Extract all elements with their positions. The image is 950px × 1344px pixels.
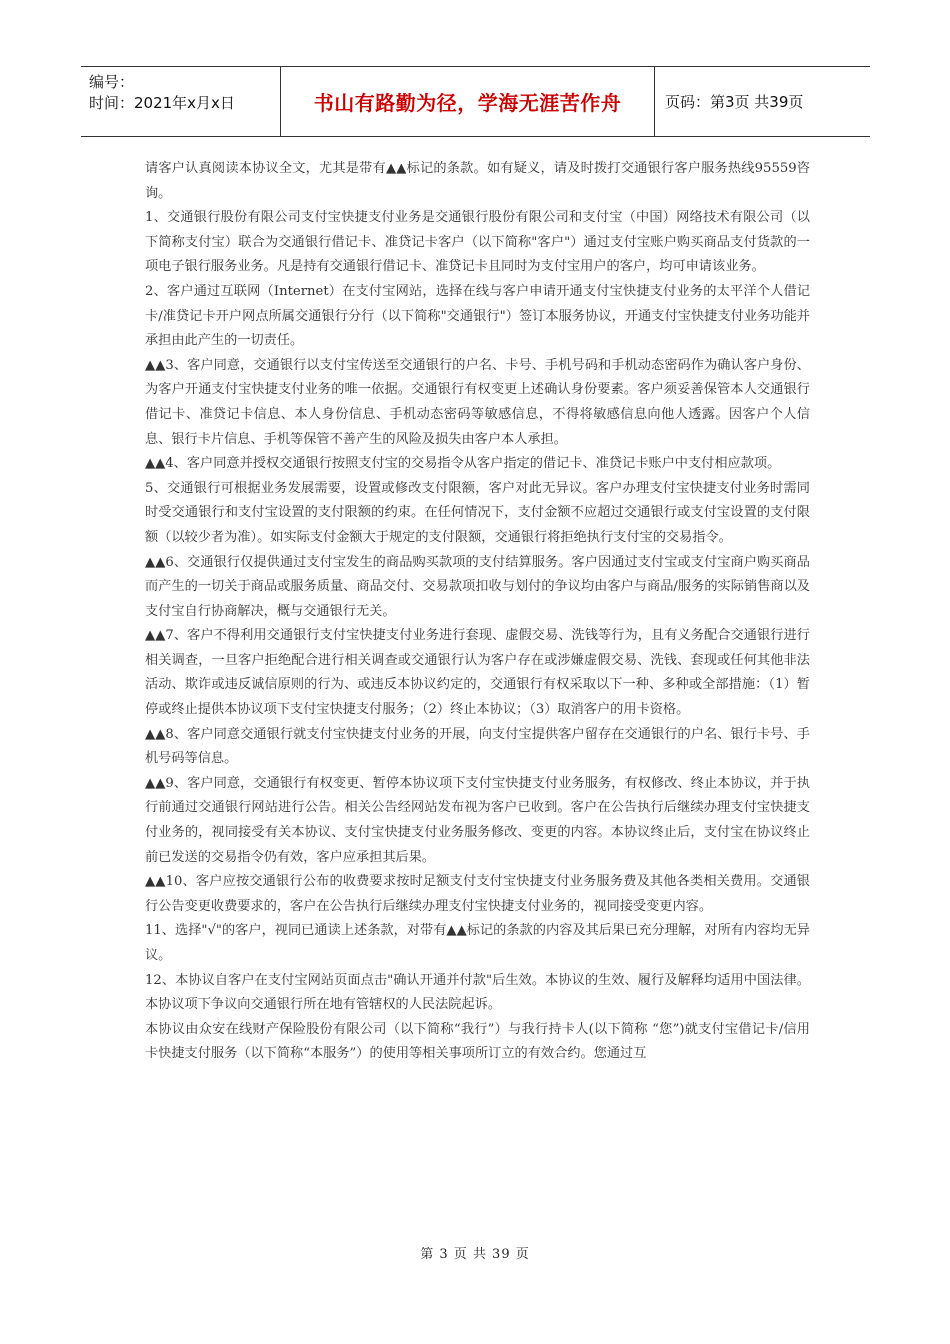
header-motto: 书山有路勤为径，学海无涯苦作舟 — [281, 67, 655, 136]
clause-5: 5、交通银行可根据业务发展需要，设置或修改支付限额，客户对此无异议。客户办理支付宝快捷支付业务时需同时受交通银行和支付宝设置的支付限额的约束。在任何情况下，支付金额不应超过交通银行或支付宝设置的支付限额（以较少者为准）。如实际支付金额大于规定的支付限额，交通银行将拒绝执行支付宝的交易指令。 — [145, 480, 810, 545]
intro-paragraph: 请客户认真阅读本协议全文，尤其是带有▲▲标记的条款。如有疑义，请及时拨打交通银行客户服务热线95559咨询。 — [145, 161, 810, 201]
clause-3: ▲▲3、客户同意，交通银行以支付宝传送至交通银行的户名、卡号、手机号码和手机动态密码作为确认客户身份、为客户开通支付宝快捷支付业务的唯一依据。交通银行有权变更上述确认身份要素。客户须妥善保管本人交通银行借记卡、准贷记卡信息、本人身份信息、手机动态密码等敏感信息，不得将敏感信息向他人透露。因客户个人信息、银行卡片信息、手机等保管不善产生的风险及损失由客户本人承担。 — [145, 357, 810, 447]
clause-7: ▲▲7、客户不得利用交通银行支付宝快捷支付业务进行套现、虚假交易、洗钱等行为，且有义务配合交通银行进行相关调查，一旦客户拒绝配合进行相关调查或交通银行认为客户存在或涉嫌虚假交易、洗钱、套现或任何其他非法活动、欺诈或违反诚信原则的行为、或违反本协议约定的，交通银行有权采取以下一种、多种或全部措施：（1）暂停或终止提供本协议项下支付宝快捷支付服务；（2）终止本协议；（3）取消客户的用卡资格。 — [145, 628, 810, 718]
clause-8: ▲▲8、客户同意交通银行就支付宝快捷支付业务的开展，向支付宝提供客户留存在交通银行的户名、银行卡号、手机号码等信息。 — [145, 726, 810, 767]
clause-1: 1、交通银行股份有限公司支付宝快捷支付业务是交通银行股份有限公司和支付宝（中国）网络技术有限公司（以下简称支付宝）联合为交通银行借记卡、准贷记卡客户（以下简称"客户"）通过支付宝账户购买商品支付货款的一项电子银行服务业务。凡是持有交通银行借记卡、准贷记卡且同时为支付宝用户的客户，均可申请该业务。 — [145, 210, 810, 275]
header-page-code: 页码：第3页 共39页 — [665, 93, 804, 111]
clause-11: 11、选择"√"的客户，视同已通读上述条款，对带有▲▲标记的条款的内容及其后果已充分理解，对所有内容均无异议。 — [145, 923, 810, 963]
clause-12: 12、本协议自客户在支付宝网站页面点击"确认开通并付款"后生效。本协议的生效、履行及解释均适用中国法律。本协议项下争议向交通银行所在地有管辖权的人民法院起诉。 — [145, 972, 810, 1013]
header-meta — [81, 67, 281, 136]
clause-2: 2、客户通过互联网（Internet）在支付宝网站，选择在线与客户申请开通支付宝快捷支付业务的太平洋个人借记卡/准贷记卡开户网点所属交通银行分行（以下简称"交通银行"）签订本服务协议，开通支付宝快捷支付业务功能并承担由此产生的一切责任。 — [145, 283, 810, 349]
agreement-continuation: 本协议由众安在线财产保险股份有限公司（以下简称“我行”）与我行持卡人(以下简称 “您”)就支付宝借记卡/信用卡快捷支付服务（以下简称“本服务”）的使用等相关事项所订立的有效合约。您通过互 — [145, 1021, 810, 1062]
clause-6: ▲▲6、交通银行仅提供通过支付宝发生的商品购买款项的支付结算服务。客户因通过支付宝或支付宝商户购买商品而产生的一切关于商品或服务质量、商品交付、交易款项扣收与划付的争议均由客户与商品/服务的实际销售商以及支付宝自行协商解决，概与交通银行无关。 — [145, 554, 810, 619]
clause-9: ▲▲9、客户同意，交通银行有权变更、暂停本协议项下支付宝快捷支付业务服务，有权修改、终止本协议，并于执行前通过交通银行网站进行公告。相关公告经网站发布视为客户已收到。客户在公告执行后继续办理支付宝快捷支付业务的，视同接受有关本协议、支付宝快捷支付业务服务修改、变更的内容。本协议终止后，支付宝在协议终止前已发送的交易指令仍有效，客户应承担其后果。 — [145, 775, 810, 865]
clause-4: ▲▲4、客户同意并授权交通银行按照支付宝的交易指令从客户指定的借记卡、准贷记卡账户中支付相应款项。 — [145, 456, 781, 472]
document-header — [81, 66, 870, 137]
agreement-body — [145, 157, 810, 1067]
document-number: 编号： — [89, 73, 135, 91]
clause-10: ▲▲10、客户应按交通银行公布的收费要求按时足额支付支付宝快捷支付业务服务费及其他各类相关费用。交通银行公告变更收费要求的，客户在公告执行后继续办理支付宝快捷支付业务的，视同接受变更内容。 — [145, 874, 810, 914]
document-date: 时间：2021年x月x日 — [89, 94, 235, 112]
page-footer: 第 3 页 共 39 页 — [420, 1247, 530, 1262]
